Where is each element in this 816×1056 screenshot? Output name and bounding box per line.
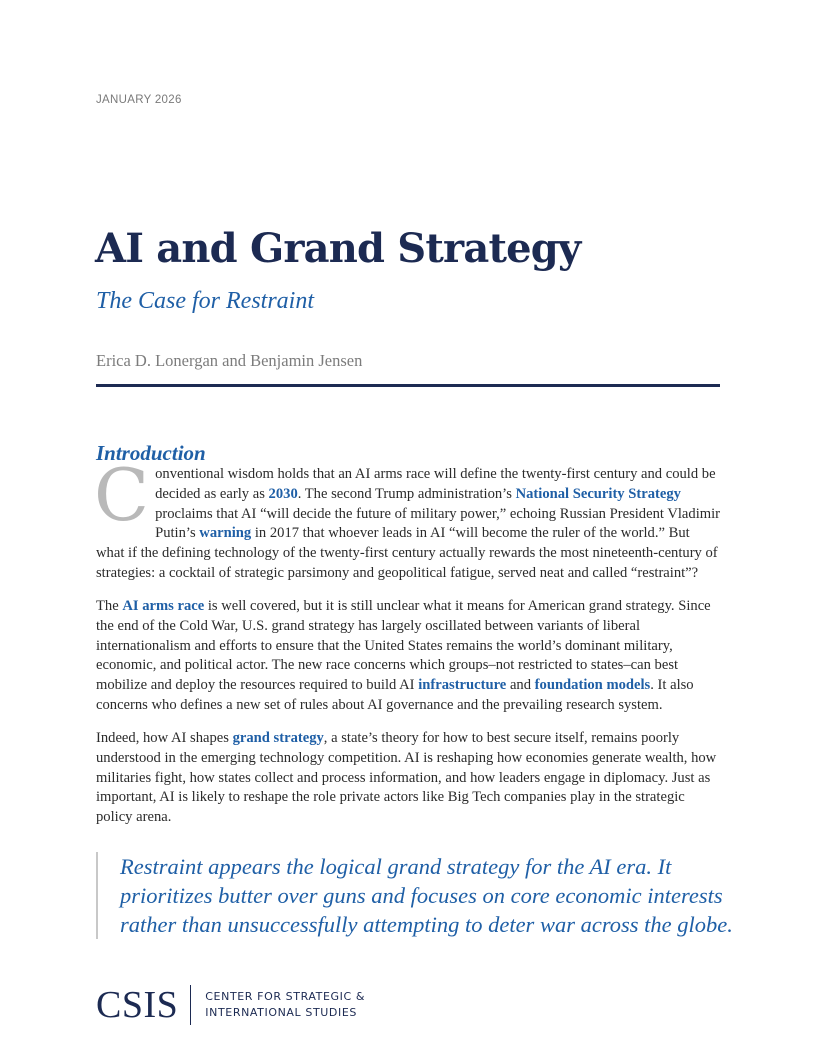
section-heading-introduction: Introduction <box>96 441 206 465</box>
csis-logo <box>96 985 365 1025</box>
link-ai-arms-race[interactable]: AI arms race <box>122 598 205 614</box>
org-name-line-2: INTERNATIONAL STUDIES <box>205 1006 357 1019</box>
text-run: is well covered, but it is still unclear what it means for American grand strategy. Since the end of the Cold War, U.S. grand strategy has largely oscillated between variants of liberal internationalism and efforts to ensure that the United States remains the world’s dominant military, economic, and political actor. The new race concerns which groups–not restricted to states–can best mobilize and deploy the resources required to build AI <box>96 598 711 694</box>
organization-name <box>205 989 365 1021</box>
document-subtitle: The Case for Restraint <box>96 288 315 314</box>
text-run: and <box>506 677 535 694</box>
text-run: . The second Trump administration’s <box>297 485 516 502</box>
publication-date: JANUARY 2026 <box>96 94 182 106</box>
title-divider <box>96 384 720 387</box>
drop-cap: C <box>94 453 150 537</box>
text-run: Indeed, how AI shapes <box>96 730 233 746</box>
text-run: proclaims that AI “will decide the future of military power,” echoing Russian President Vladimir Putin’s <box>155 505 721 542</box>
link-foundation-models[interactable]: foundation models <box>534 677 651 694</box>
text-run: The <box>96 598 123 614</box>
link-2030[interactable]: 2030 <box>268 485 298 502</box>
link-national-security-strategy[interactable]: National Security Strategy <box>515 485 681 502</box>
org-name-line-1: CENTER FOR STRATEGIC & <box>205 990 366 1003</box>
paragraph-arms-race <box>96 597 720 716</box>
author-byline: Erica D. Lonergan and Benjamin Jensen <box>96 351 363 370</box>
document-title: AI and Grand Strategy <box>95 225 581 272</box>
link-infrastructure[interactable]: infrastructure <box>418 677 507 694</box>
logo-divider <box>190 985 191 1025</box>
text-run: . It also concerns who defines a new set of rules about AI governance and the prevailing research system. <box>96 677 694 713</box>
text-run: , a state’s theory for how to best secure itself, remains poorly understood in the emerging technology competition. AI is reshaping how economies generate wealth, how militaries fight, how states collect and process information, and how leaders engage in diplomacy. Just as important, AI is likely to reshape the role private actors like Big Tech companies play in the strategic policy arena. <box>96 730 717 826</box>
link-warning[interactable]: warning <box>199 525 252 542</box>
text-run: onventional wisdom holds that an AI arms race will define the twenty-first century and could be decided as early as <box>155 466 716 502</box>
pull-quote: Restraint appears the logical grand strategy for the AI era. It prioritizes butter over guns and focuses on core economic interests rather than unsuccessfully attempting to deter war across the globe. <box>96 852 736 939</box>
text-run: in 2017 that whoever leads in AI “will become the ruler of the world.” But what if the defining technology of the twenty-first century actually rewards the most nineteenth-century of strategies: a cocktail of strategic parsimony and geopolitical fatigue, served neat and called “restraint”? <box>96 525 718 581</box>
csis-wordmark: CSIS <box>96 984 179 1026</box>
link-grand-strategy[interactable]: grand strategy <box>232 730 324 746</box>
paragraph-grand-strategy <box>96 729 720 828</box>
